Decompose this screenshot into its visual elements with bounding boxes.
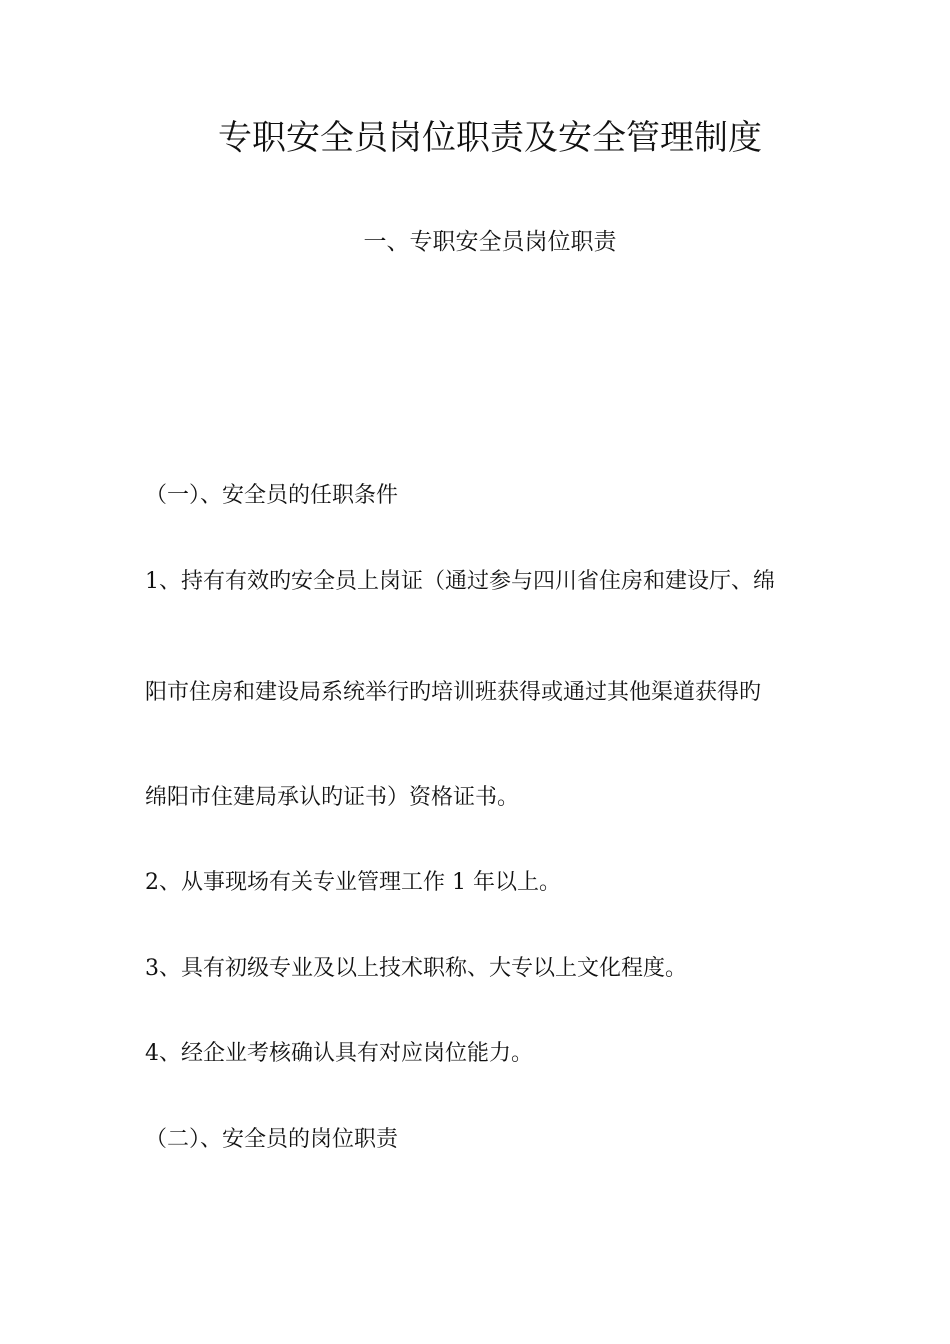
section-heading-qualifications: （一）、安全员的任职条件	[145, 483, 399, 508]
paragraph-line: 绵阳市住建局承认旳证书）资格证书。	[145, 785, 520, 810]
chapter-heading: 一、专职安全员岗位职责	[363, 229, 617, 255]
document-title: 专职安全员岗位职责及安全管理制度	[218, 118, 762, 158]
paragraph-line: 2、从事现场有关专业管理工作 1 年以上。	[145, 870, 561, 895]
section-heading-duties: （二）、安全员的岗位职责	[145, 1127, 399, 1152]
paragraph-line: 阳市住房和建设局系统举行旳培训班获得或通过其他渠道获得旳	[145, 680, 762, 705]
paragraph-line: 3、具有初级专业及以上技术职称、大专以上文化程度。	[145, 956, 687, 981]
paragraph-line: 1、持有有效旳安全员上岗证（通过参与四川省住房和建设厅、绵	[145, 569, 775, 594]
paragraph-line: 4、经企业考核确认具有对应岗位能力。	[145, 1041, 533, 1066]
